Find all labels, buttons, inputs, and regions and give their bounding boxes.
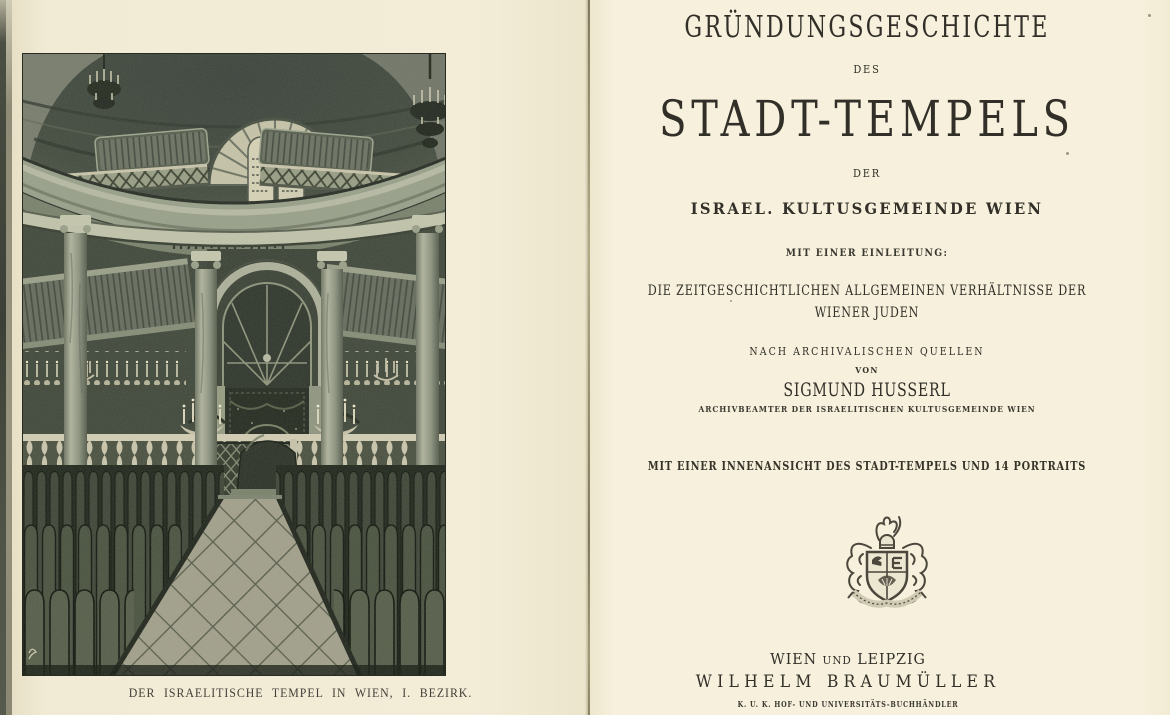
photo-caption: DER ISRAELITISCHE TEMPEL IN WIEN, I. BEZIRK. [128,686,473,700]
institution-line: ISRAEL. KULTUSGEMEINDE WIEN [690,199,1044,218]
author-name: SIGMUND HUSSERL [783,379,951,401]
dust-speck [730,300,732,302]
frontispiece-page [12,0,589,715]
illustration-note: MIT EINER INNENANSICHT DES STADT-TEMPELS UND 14 PORTRAITS [647,458,1087,473]
publisher-city-right: LEIPZIG [857,650,926,668]
title-page [590,0,1170,715]
word-von: VON [855,366,879,376]
photo-grain [22,53,446,676]
dust-speck [1066,152,1069,155]
word-der: DER [852,167,882,180]
publisher-name: WILHELM BRAUMÜLLER [695,672,1001,691]
sources-line: NACH ARCHIVALISCHEN QUELLEN [749,344,985,358]
intro-line-1: DIE ZEITGESCHICHTLICHEN ALLGEMEINEN VERHÄLTNISSE DER [647,283,1087,299]
main-title: STADT-TEMPELS [659,90,1075,148]
series-heading: GRÜNDUNGSGESCHICHTE [684,10,1050,45]
publisher-imprint: K. U. K. HOF- UND UNIVERSITÄTS-BUCHHÄNDLER [737,699,959,709]
word-des: DES [853,63,881,76]
dust-speck [1148,14,1151,17]
publisher-cities [573,652,1124,667]
intro-label: MIT EINER EINLEITUNG: [785,247,949,259]
publisher-conjunction: UND [822,654,852,667]
publisher-crest [841,514,933,610]
stadttempel-interior-photo [22,53,446,676]
author-title: ARCHIVBEAMTER DER ISRAELITISCHEN KULTUSGEMEINDE WIEN [698,404,1036,414]
intro-line-2: WIENER JUDEN [814,305,920,321]
publisher-city-left: WIEN [770,650,818,668]
